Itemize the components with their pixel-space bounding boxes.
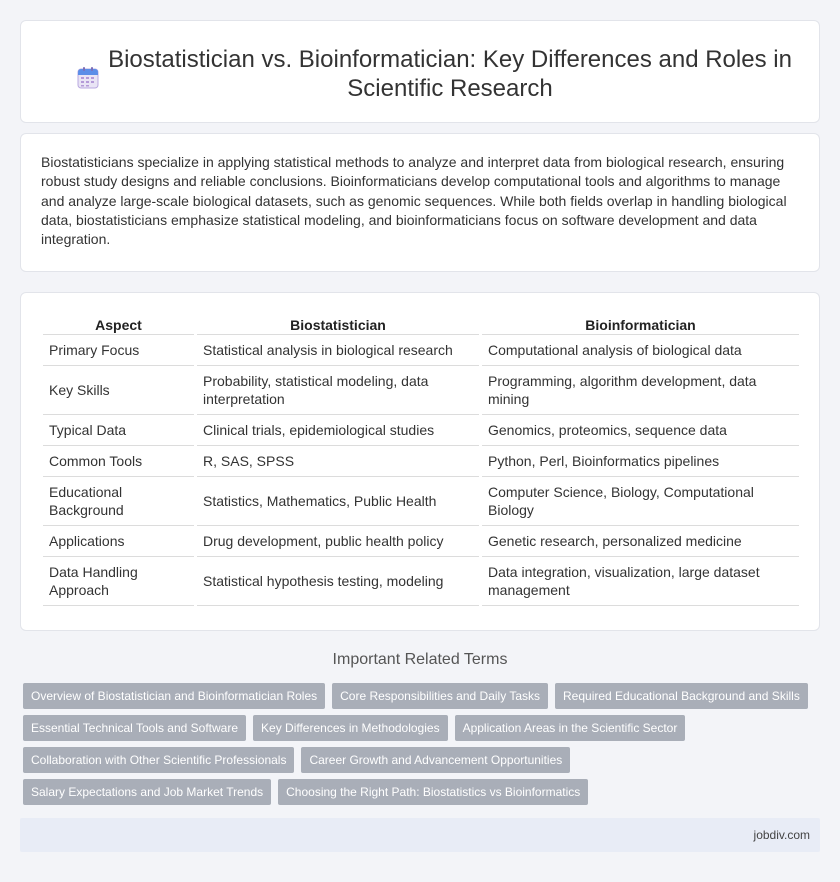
table-cell: Applications (43, 526, 194, 557)
table-row (43, 446, 799, 477)
table-cell: Computer Science, Biology, Computational Biology (482, 477, 799, 526)
table-cell: Python, Perl, Bioinformatics pipelines (482, 446, 799, 477)
table-cell: Genetic research, personalized medicine (482, 526, 799, 557)
tag-row (23, 715, 823, 747)
intro-paragraph: Biostatisticians specialize in applying statistical methods to analyze and interpret data from biological research, ensuring robust study designs and reliable conclusions. Bioinformaticians develop computational tools and algorithms to manage and analyze large-scale biological datasets, such as genomic sequences. While both fields overlap in handling biological data, biostatisticians emphasize statistical modeling, and bioinformaticians focus on software development and data integration. (41, 154, 787, 248)
related-term-tag[interactable]: Salary Expectations and Job Market Trends (23, 779, 271, 805)
table-cell: Statistical analysis in biological research (197, 335, 479, 366)
table-cell: Drug development, public health policy (197, 526, 479, 557)
table-row (43, 366, 799, 415)
header-bioinformatician: Bioinformatician (482, 313, 799, 335)
table-cell: Primary Focus (43, 335, 194, 366)
table-row (43, 477, 799, 526)
intro-card (20, 133, 820, 272)
table-cell: Key Skills (43, 366, 194, 415)
table-cell: Genomics, proteomics, sequence data (482, 415, 799, 446)
related-term-tag[interactable]: Required Educational Background and Skills (555, 683, 808, 709)
related-term-tag[interactable]: Choosing the Right Path: Biostatistics vs Bioinformatics (278, 779, 588, 805)
calendar-icon (75, 65, 101, 91)
related-term-tag[interactable]: Key Differences in Methodologies (253, 715, 448, 741)
table-row (43, 557, 799, 606)
related-term-tag[interactable]: Core Responsibilities and Daily Tasks (332, 683, 548, 709)
table-cell: Common Tools (43, 446, 194, 477)
table-cell: Clinical trials, epidemiological studies (197, 415, 479, 446)
comparison-card (20, 292, 820, 631)
header-biostatistician: Biostatistician (197, 313, 479, 335)
table-cell: R, SAS, SPSS (197, 446, 479, 477)
page-title: Biostatistician vs. Bioinformatician: Key Differences and Roles in Scientific Research (108, 46, 792, 102)
table-cell: Computational analysis of biological data (482, 335, 799, 366)
related-term-tag[interactable]: Overview of Biostatistician and Bioinformatician Roles (23, 683, 325, 709)
table-cell: Data integration, visualization, large dataset management (482, 557, 799, 606)
tag-row (23, 747, 823, 779)
table-cell: Educational Background (43, 477, 194, 526)
table-cell: Typical Data (43, 415, 194, 446)
tag-row (23, 779, 823, 811)
tag-row (23, 683, 823, 715)
related-term-tag[interactable]: Essential Technical Tools and Software (23, 715, 246, 741)
table-cell: Statistics, Mathematics, Public Health (197, 477, 479, 526)
header-card (20, 20, 820, 123)
header-aspect: Aspect (43, 313, 194, 335)
related-term-tag[interactable]: Collaboration with Other Scientific Professionals (23, 747, 294, 773)
table-row (43, 335, 799, 366)
table-row (43, 415, 799, 446)
table-cell: Data Handling Approach (43, 557, 194, 606)
table-cell: Statistical hypothesis testing, modeling (197, 557, 479, 606)
table-row (43, 526, 799, 557)
footer-site-link[interactable]: jobdiv.com (753, 828, 810, 842)
comparison-table (43, 313, 799, 606)
footer (20, 818, 820, 852)
related-term-tag[interactable]: Application Areas in the Scientific Sector (455, 715, 686, 741)
related-terms-title: Important Related Terms (332, 651, 508, 668)
table-cell: Probability, statistical modeling, data interpretation (197, 366, 479, 415)
table-header-row (43, 313, 799, 335)
related-term-tag[interactable]: Career Growth and Advancement Opportunities (301, 747, 570, 773)
related-terms-list (23, 683, 823, 811)
table-cell: Programming, algorithm development, data mining (482, 366, 799, 415)
